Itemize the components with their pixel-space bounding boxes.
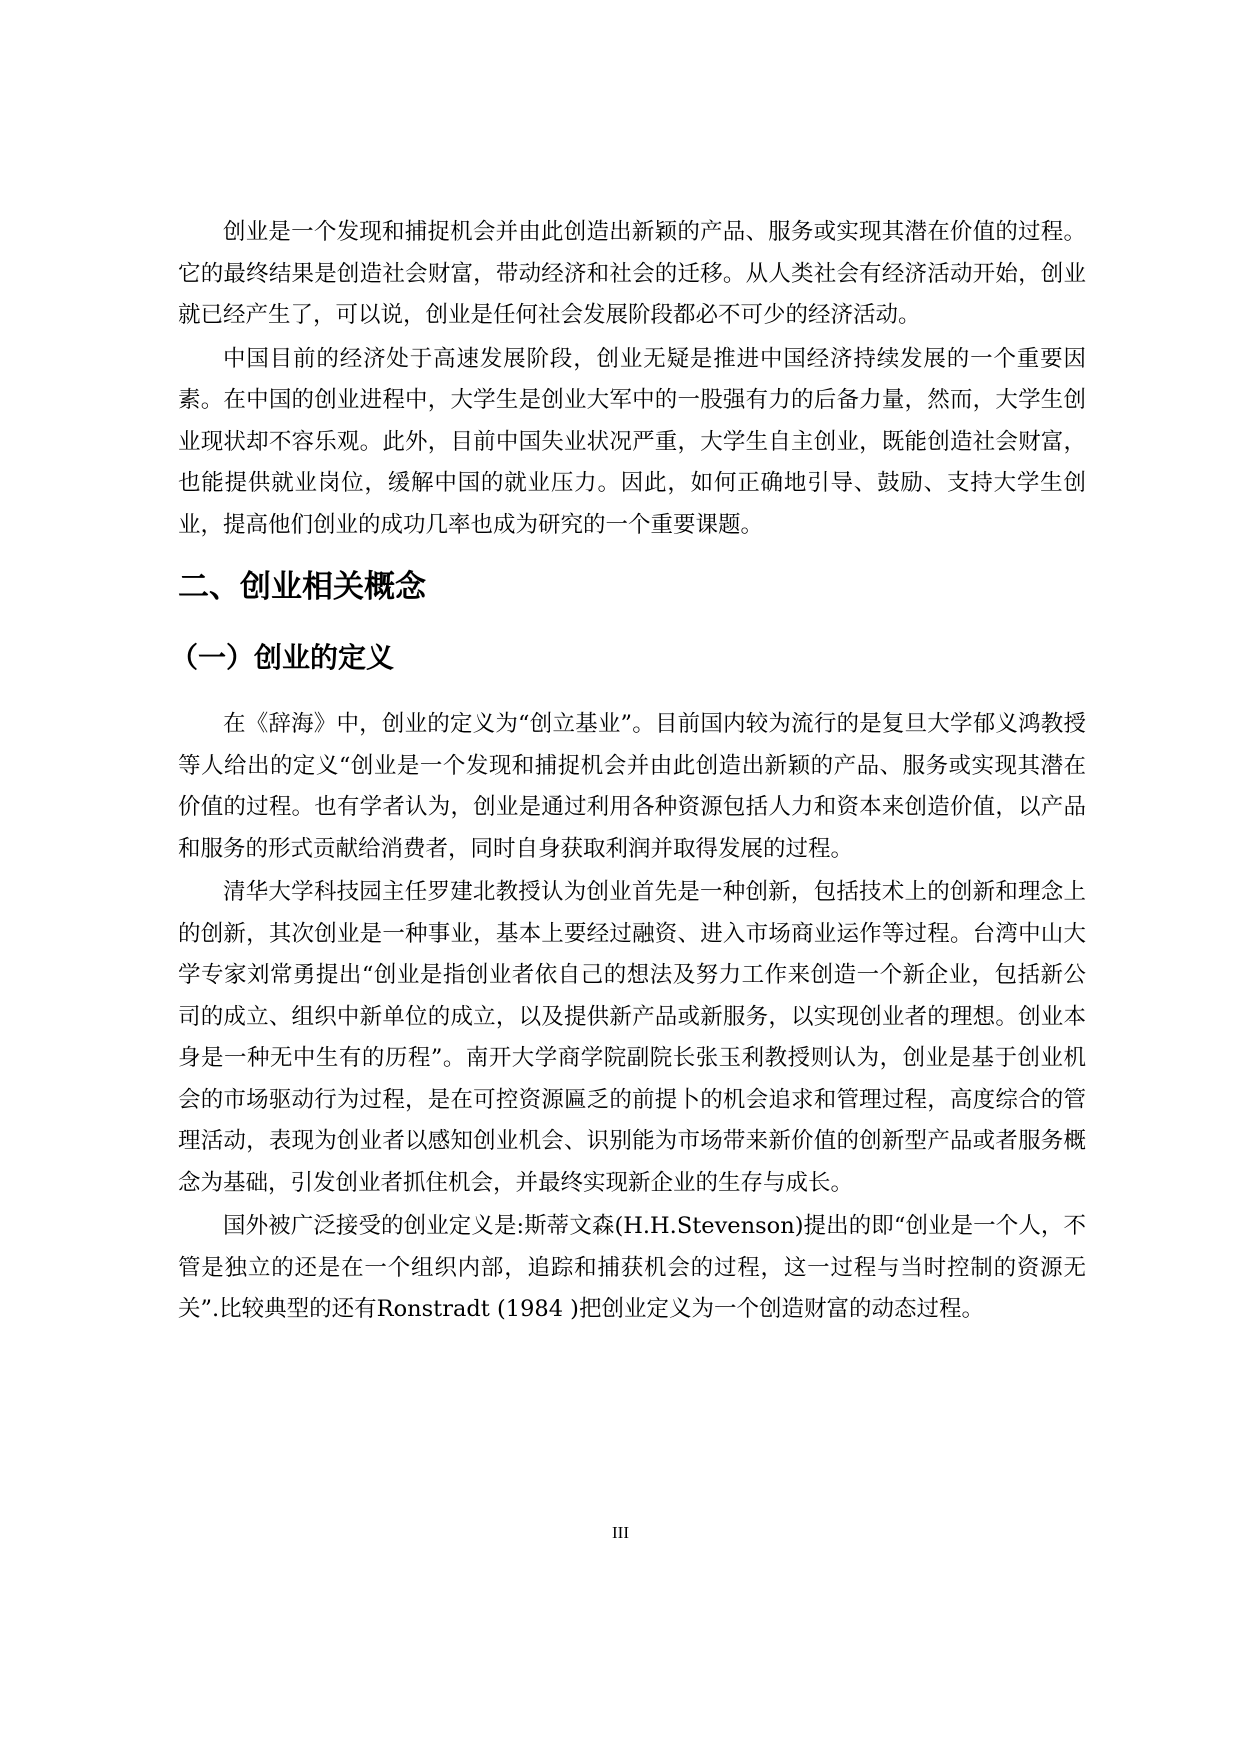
section-heading: 二、创业相关概念 bbox=[178, 569, 426, 605]
page-content bbox=[170, 212, 1086, 1333]
definition-paragraph-1: 在《辞海》中，创业的定义为“创立基业”。目前国内较为流行的是复旦大学郁义鸿教授等人给出的定义“创业是一个发现和捕捉机会并由此创造出新颖的产品、服务或实现其潜在价值的过程。也有学者认为，创业是通过利用各种资源包括人力和资本来创造价值，以产品和服务的形式贡献给消费者，同时自身获取利润并取得发展的过程。 bbox=[178, 711, 1086, 862]
definition-paragraph-2: 清华大学科技园主任罗建北教授认为创业首先是一种创新，包括技术上的创新和理念上的创新，其次创业是一种事业，基本上要经过融资、进入市场商业运作等过程。台湾中山大学专家刘常勇提出“创业是指创业者依自己的想法及努力工作来创造一个新企业，包括新公司的成立、组织中新单位的成立，以及提供新产品或新服务，以实现创业者的理想。创业本身是一种无中生有的历程”。南开大学商学院副院长张玉利教授则认为，创业是基于创业机会的市场驱动行为过程，是在可控资源匾乏的前提卜的机会追求和管理过程，高度综合的管理活动，表现为创业者以感知创业机会、识别能为市场带来新价值的创新型产品或者服务概念为基础，引发创业者抓住机会，并最终实现新企业的生存与成长。 bbox=[178, 879, 1086, 1196]
intro-paragraph-2: 中国目前的经济处于高速发展阶段，创业无疑是推进中国经济持续发展的一个重要因素。在中国的创业进程中，大学生是创业大军中的一股强有力的后备力量，然而，大学生创业现状却不容乐观。此外，目前中国失业状况严重，大学生自主创业，既能创造社会财富，也能提供就业岗位，缓解中国的就业压力。因此，如何正确地引导、鼓励、支持大学生创业，提高他们创业的成功几率也成为研究的一个重要课题。 bbox=[178, 345, 1086, 538]
page-number: III bbox=[612, 1523, 629, 1542]
subsection-heading: （一）创业的定义 bbox=[170, 641, 395, 674]
intro-paragraph-1: 创业是一个发现和捕捉机会并由此创造出新颖的产品、服务或实现其潜在价值的过程。它的最终结果是创造社会财富，带动经济和社会的迁移。从人类社会有经济活动开始，创业就已经产生了，可以说，创业是任何社会发展阶段都必不可少的经济活动。 bbox=[178, 219, 1086, 328]
definition-paragraph-3: 国外被广泛接受的创业定义是:斯蒂文森(H.H.Stevenson)提出的即“创业是一个人，不管是独立的还是在一个组织内部，追踪和捕获机会的过程，这一过程与当时控制的资源无关”.比较典型的还有Ronstradt (1984 )把创业定义为一个创造财富的动态过程。 bbox=[178, 1213, 1086, 1322]
